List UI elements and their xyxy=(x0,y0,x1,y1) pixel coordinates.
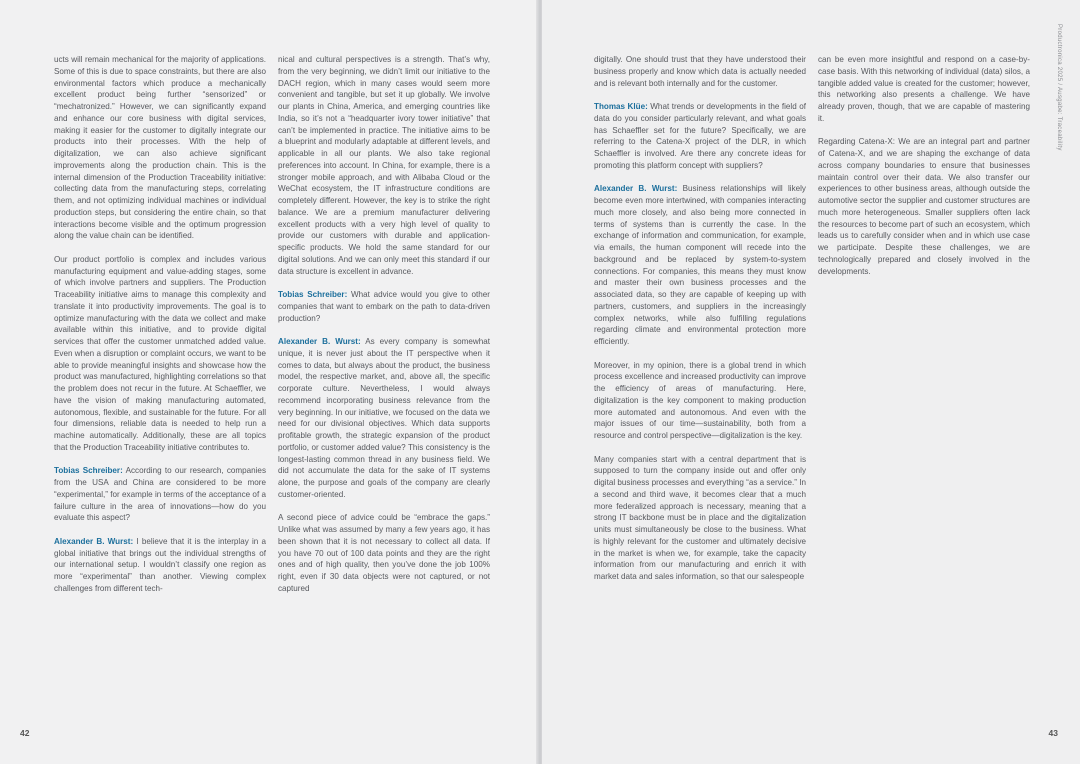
speaker-name: Alexander B. Wurst: xyxy=(594,184,678,194)
paragraph xyxy=(818,136,1030,277)
paragraph xyxy=(278,54,490,277)
paragraph xyxy=(594,183,806,348)
right-column-1 xyxy=(594,54,806,595)
paragraph-text: Regarding Catena-X: We are an integral part and partner of Catena-X, and we are shaping the exchange of data across company boundaries to ensure that businesses maintain control over their data. We also transfer our experiences to other business areas, although outside the automotive sector the supplier and customer structures are much more heterogeneous. Smaller suppliers often lack the resources to become part of such an ecosystem, which leads us to carefully consider when and in which use case we participate. Despite these challenges, we are technologically prepared and closely involved in the developments. xyxy=(818,137,1030,276)
paragraph xyxy=(278,336,490,501)
paragraph-text: digitally. One should trust that they have understood their business properly and know which data is actually needed and is relevant both internally and for the customer. xyxy=(594,55,806,88)
paragraph-text: What advice would you give to other companies that want to embark on the path to data-driven production? xyxy=(278,290,491,323)
left-column-2 xyxy=(278,54,490,606)
paragraph xyxy=(594,454,806,583)
right-column-2 xyxy=(818,54,1030,289)
paragraph-text: nical and cultural perspectives is a strength. That’s why, from the very beginning, we didn’t limit our initiative to the DACH region, which in many cases would seem more convenient and tangible, but set it up globally. We involve our plants in China, America, and emerging countries like India, so it’s not a “headquarter ivory tower initiative” that can’t be implemented in practice. The initiative aims to be a blueprint and modularly adaptable at different levels, and applicable in all our plants. We also take regional preferences into account. In China, for example, there is a stronger mobile approach, and with Alibaba Cloud or the WeChat ecosystem, the IT infrastructure conditions are completely different. However, the key is to strike the right balance. We are a premium manufacturer delivering excellent products with a very high level of quality to provide our customers with durable and application-specific products. We hold the same standard for our digital solutions. And we can only meet this standard if our data structure is excellent in advance. xyxy=(278,55,490,276)
paragraph-text: What trends or developments in the field of data do you consider particularly relevant, and what goals has Schaeffler set for the future? Specifically, we are referring to the Catena-X project of the DLR, in which Schaeffler is involved. Are there any concrete ideas for promoting this platform concept with suppliers? xyxy=(594,102,806,170)
speaker-name: Tobias Schreiber: xyxy=(278,290,348,299)
paragraph-text: According to our research, companies from the USA and China are considered to be more “experimental,” for example in terms of the acceptance of a failure culture in the area of innovations—how do you evaluate this aspect? xyxy=(54,466,266,523)
paragraph-text: can be even more insightful and respond on a case-by-case basis. With this networking of individual (data) silos, a tangible added value is created for the customer; however, this networking also presents a challenge. We have already proven, though, that we are capable of mastering it. xyxy=(818,55,1030,123)
paragraph xyxy=(818,54,1030,125)
speaker-name: Thomas Klüe: xyxy=(594,102,648,111)
paragraph xyxy=(594,101,806,172)
paragraph xyxy=(278,289,490,324)
paragraph-text: Many companies start with a central department that is supposed to turn the company inside out and offer only digital business processes and everything “as a service.” In a second and third wave, it becomes clear that a much more federalized approach is necessary, meaning that a strong IT backbone must be in place and the digitalization units must simultaneously be close to the business. What is highly relevant for the customer and ultimately decisive in the market is when we, for example, take the capacity information from our manufacturing and enrich it with market data and sales information, so that our salespeople xyxy=(594,454,806,581)
running-header: Productronica 2025 / Ausgabe: Traceability xyxy=(1056,24,1062,151)
paragraph xyxy=(278,512,490,594)
paragraph-text: Business relationships will likely become even more intertwined, with companies interacting much more closely, and also being more connected in terms of systems than is currently the case. In the exchange of information and communication, for example, via emails, the human component will recede into the background and be replaced by system-to-system connections. For companies, this means they must know and master their own business processes and the associated data, so they are capable of keeping up with partners, customers, and suppliers in the increasingly complex networks, while also fulfilling regulations regarding climate and environmental protection more efficiently. xyxy=(594,184,806,346)
paragraph-text: Our product portfolio is complex and includes various manufacturing equipment and value-adding stages, some of which involve partners and suppliers. The Production Traceability initiative aims to manage this complexity and translate it into productivity improvements. The goal is to optimize manufacturing with the data we collect and make available within this initiative, and to provide digital services that offer the customer unmatched added value. Even when a disruption or complaint occurs, we want to be able to provide meaningful insights and showcase how the product was manufactured, highlighting correlations so that the problem does not recur in the future. At Schaeffler, we have the vision of making manufacturing automated, autonomous, flexible, and sustainable for the future. For all four dimensions, reliable data is needed to help run a machine automatically. Additionally, these are all topics that the Production Traceability initiative contributes to. xyxy=(54,254,266,452)
paragraph xyxy=(54,536,266,595)
speaker-name: Tobias Schreiber: xyxy=(54,466,123,476)
paragraph-text: I believe that it is the interplay in a global initiative that brings out the individual strengths of our international setup. I wouldn’t classify one region as more “experimental” than another. Viewing complex challenges from different tech- xyxy=(54,536,266,593)
paragraph-text: A second piece of advice could be “embrace the gaps.” Unlike what was assumed by many a few years ago, it has been shown that it is not necessary to collect all data. If you have 70 out of 100 data points and they are the right ones and of high quality, then you’ve done the job 100% right, even if 30 data objects were not captured, or not captured xyxy=(278,513,490,593)
left-column-1 xyxy=(54,54,266,606)
paragraph xyxy=(54,465,266,524)
left-page xyxy=(0,0,538,764)
paragraph xyxy=(594,54,806,89)
speaker-name: Alexander B. Wurst: xyxy=(278,337,361,346)
paragraph xyxy=(54,54,266,242)
paragraph xyxy=(594,360,806,442)
paragraph-text: As every company is somewhat unique, it is never just about the IT perspective when it comes to data, but always about the product, the business model, the respective market, and, above all, the specific corporate culture. Nevertheless, I would always recommend incorporating business relevance from the very beginning. In our initiative, we focused on the data we need for our divisional objectives. Which data supports profitable growth, the strategic expansion of the product portfolio, or customer added value? This consistency is the longest-lasting common thread in any business field. We did not accumulate the data for the sake of IT systems alone, the purpose and goals of the company are clearly customer-oriented. xyxy=(278,337,490,499)
page-number-right: 43 xyxy=(1048,728,1058,738)
paragraph-text: Moreover, in my opinion, there is a global trend in which process excellence and increased productivity can improve the efficiency of areas of manufacturing. Here, digitalization is the key component to making production more automated and autonomous. And even with the major issues of our time—sustainability, both from a resource and control perspective—digitalization is the key. xyxy=(594,360,806,440)
right-page xyxy=(542,0,1080,764)
paragraph-text: ucts will remain mechanical for the majority of applications. Some of this is due to space constraints, but there are also environmental factors which produce a mechanically excellent product being further “sensorized” or “mechatronized.” However, we can significantly expand and enhance our core business with digital services, making it easier for the customer to digitally integrate our products into their processes. With the help of digitalization, we can also achieve significant improvements along the production chain. This is the internal dimension of the Production Traceability initiative: collecting data from the manufacturing steps, correlating them, and not optimizing individual machines or individual production steps, but considering the entire chain, so that interactions become visible and the optimum progression along the value chain can be identified. xyxy=(54,55,266,241)
speaker-name: Alexander B. Wurst: xyxy=(54,536,134,546)
paragraph xyxy=(54,254,266,454)
page-number-left: 42 xyxy=(20,728,30,738)
